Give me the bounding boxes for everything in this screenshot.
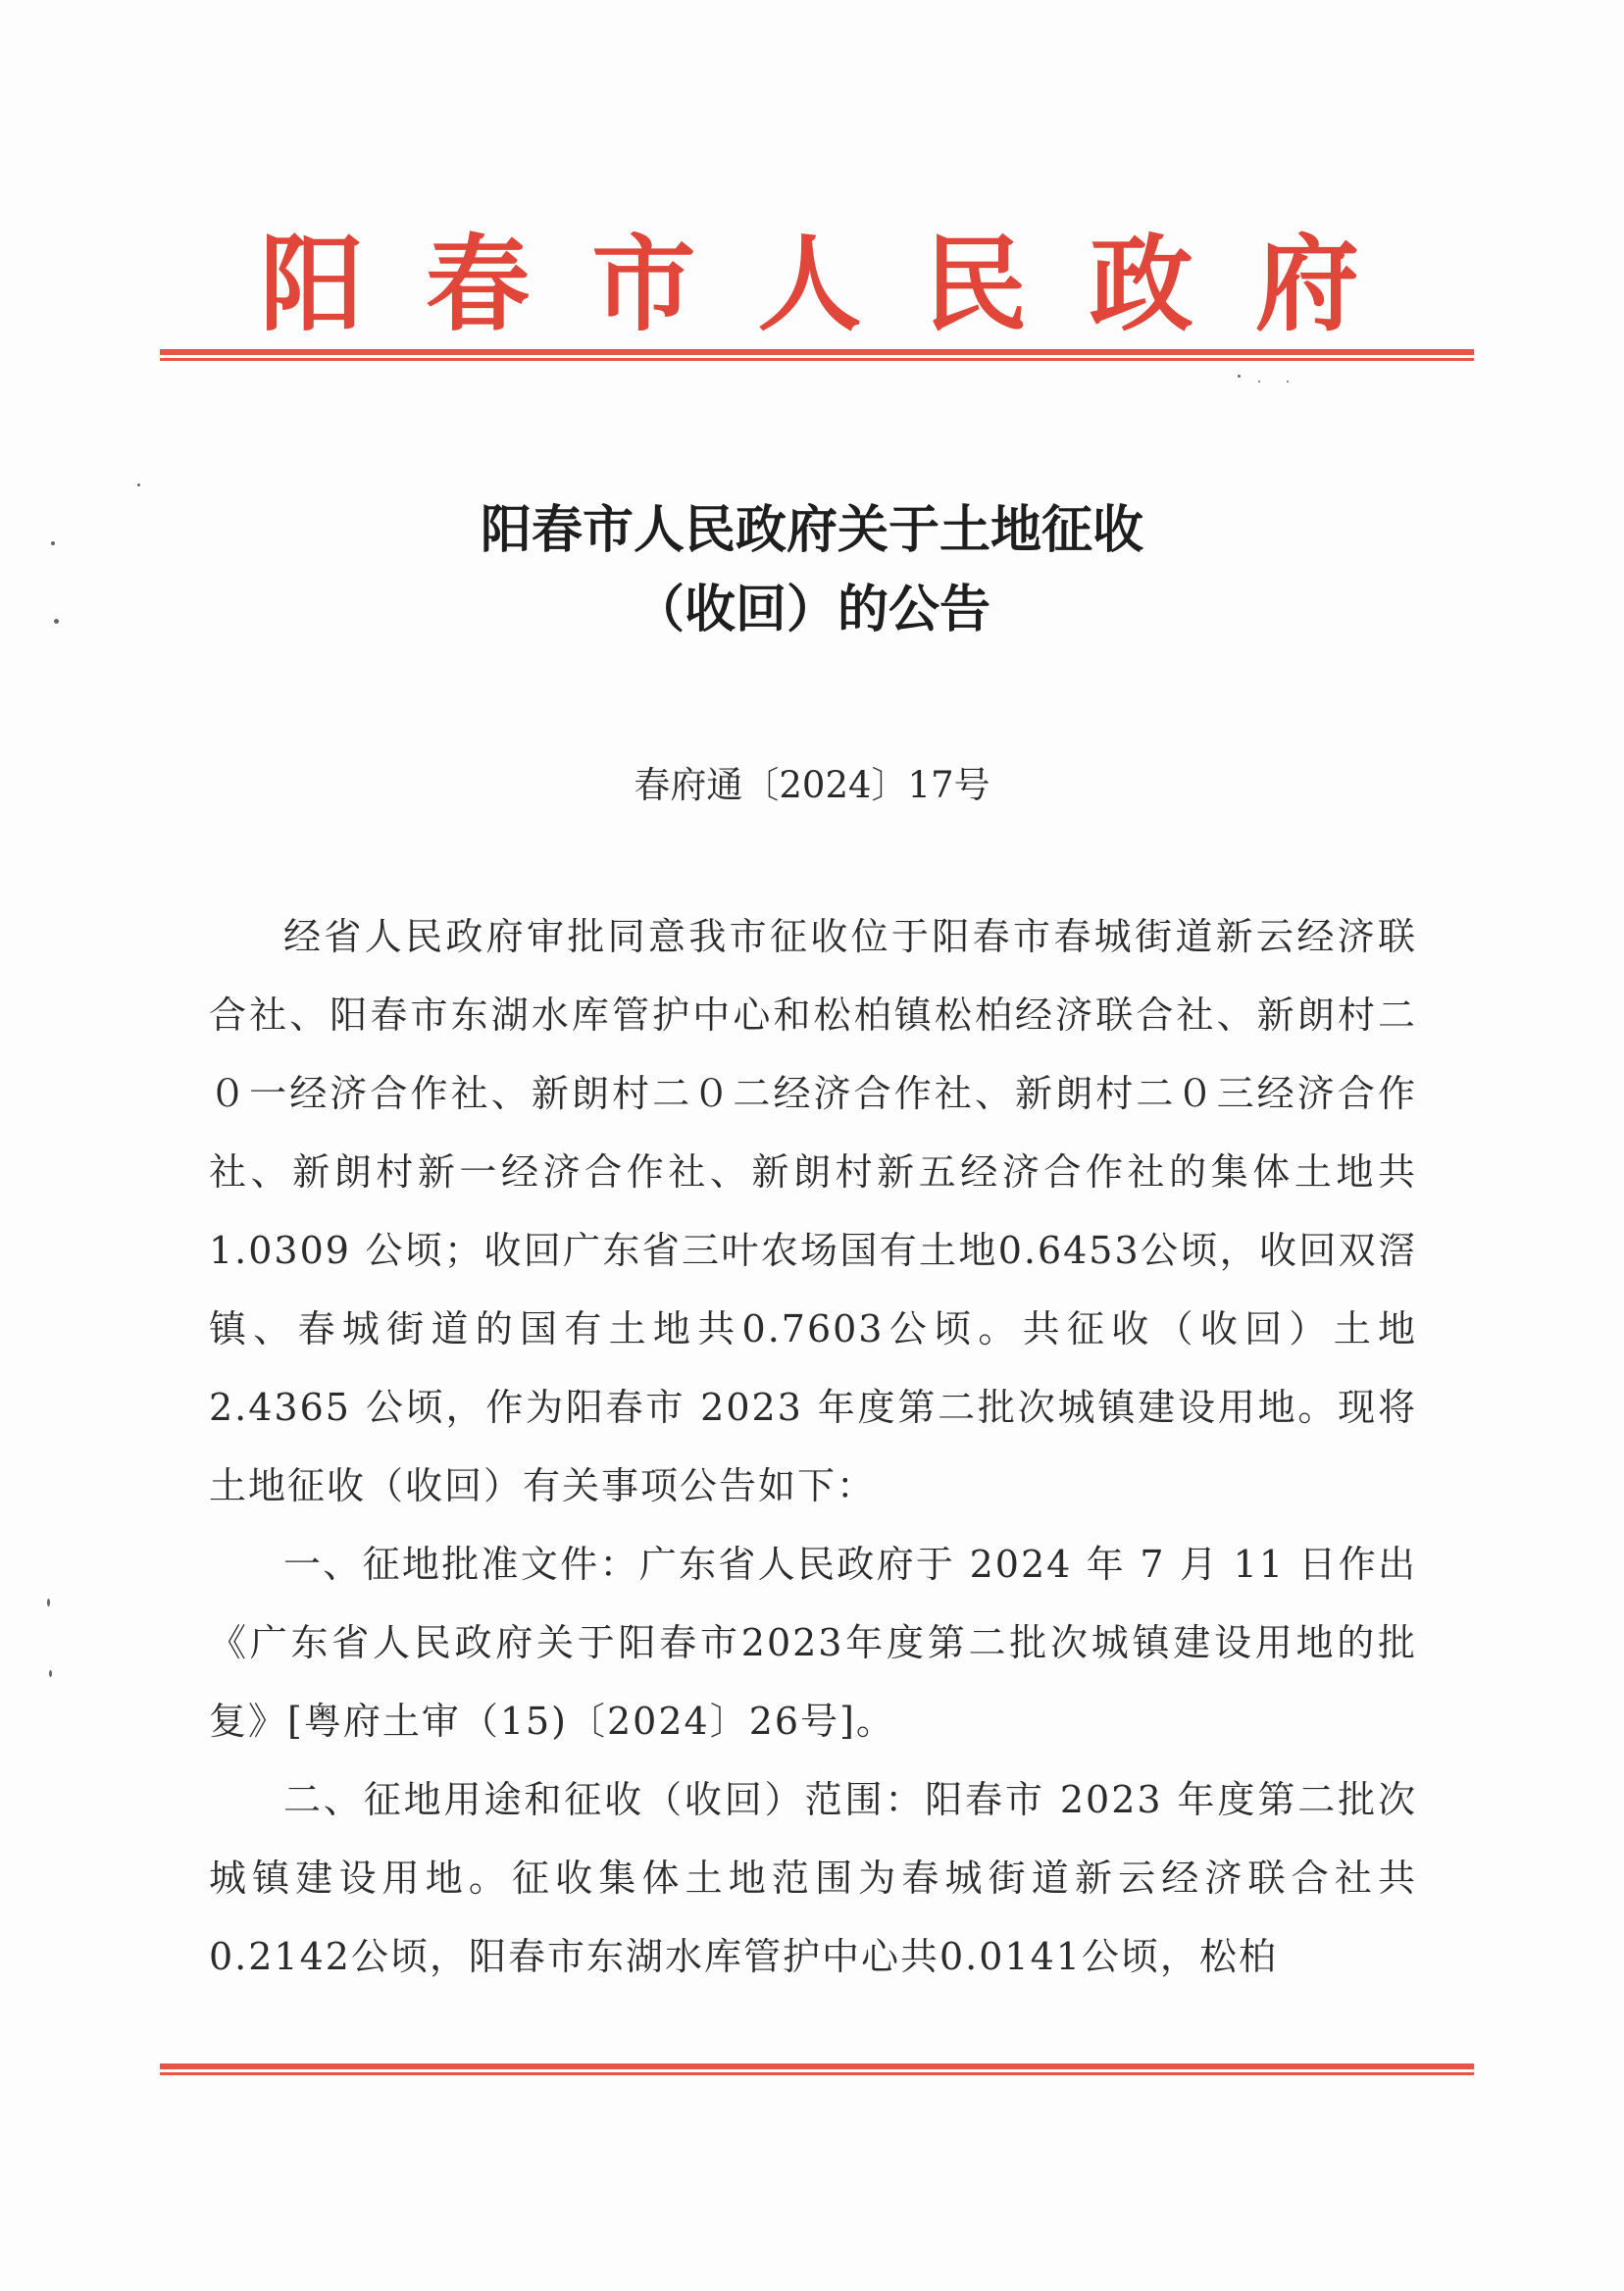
- scan-speck: [49, 1670, 52, 1677]
- scan-speck: [1287, 381, 1289, 382]
- footer-red-divider: [160, 2063, 1474, 2077]
- document-title-line-2: （收回）的公告: [633, 580, 990, 639]
- body-paragraph: 二、征地用途和征收（收回）范围：阳春市 2023 年度第二批次城镇建设用地。征收集体土地范围为春城街道新云经济联合社共0.2142公顷，阳春市东湖水库管护中心共0.0141公顷，松柏: [209, 1778, 1417, 1978]
- header-char: 府: [1254, 223, 1359, 345]
- body-paragraph: 经省人民政府审批同意我市征收位于阳春市春城街道新云经济联合社、阳春市东湖水库管护中心和松柏镇松柏经济联合社、新朗村二０一经济合作社、新朗村二０二经济合作社、新朗村二０三经济合作社、新朗村新一经济合作社、新朗村新五经济合作社的集体土地共 1.0309 公顷；收回广东省三叶农场国有土地0.6453公顷，收回双滘镇、春城街道的国有土地共0.7603公顷。共征收（收回）土地 2.4365 公顷，作为阳春市 2023 年度第二批次城镇建设用地。现将土地征收（收回）有关事项公告如下：: [209, 915, 1417, 1507]
- header-char: 政: [1089, 223, 1193, 345]
- scan-speck: [54, 619, 59, 624]
- scan-speck: [137, 484, 140, 486]
- header-char: 人: [757, 223, 862, 345]
- scan-speck: [47, 1599, 50, 1606]
- scan-speck: [1238, 375, 1241, 378]
- header-char: 市: [591, 223, 696, 345]
- document-title-line-1: 阳春市人民政府关于土地征收: [480, 500, 1143, 560]
- document-body: [209, 897, 1417, 1996]
- header-char: 阳: [260, 223, 364, 345]
- header-char: 民: [923, 223, 1028, 345]
- document-number: 春府通〔2024〕17号: [634, 764, 990, 806]
- issuing-authority-header: [147, 216, 1477, 353]
- header-char: 春: [426, 223, 531, 345]
- body-paragraph: 一、征地批准文件：广东省人民政府于 2024 年 7 月 11 日作出《广东省人民政府关于阳春市2023年度第二批次城镇建设用地的批复》[粤府土审（15)〔2024〕26号]。: [209, 1543, 1417, 1743]
- header-red-divider: [160, 349, 1474, 363]
- scan-speck: [51, 541, 55, 545]
- scan-speck: [1258, 381, 1260, 382]
